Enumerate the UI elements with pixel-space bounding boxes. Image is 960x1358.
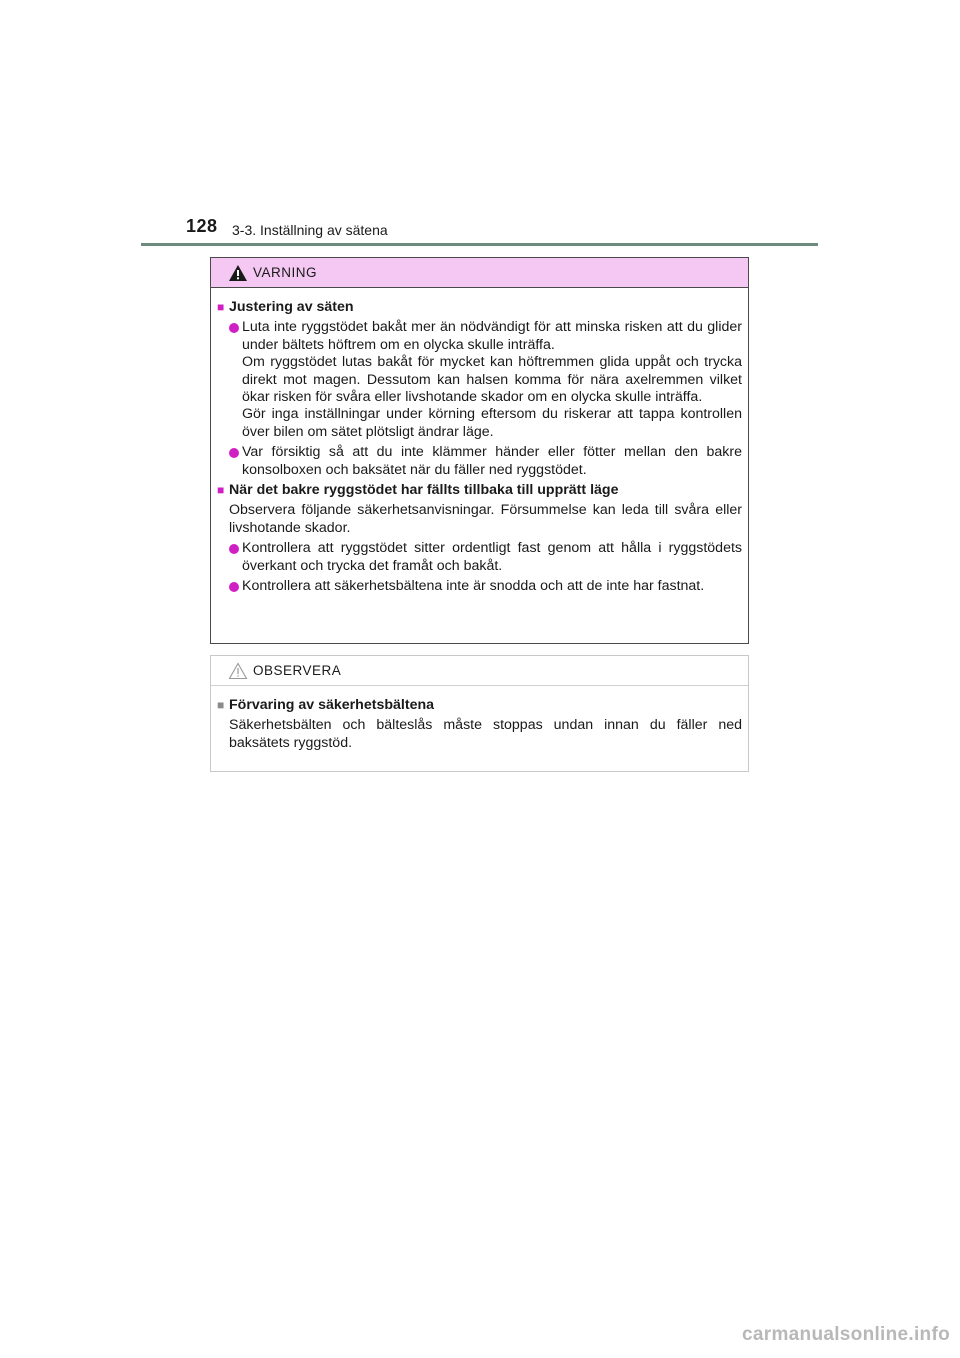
square-bullet-icon: ■ — [217, 698, 225, 712]
round-bullet-icon — [229, 448, 239, 458]
notice-box — [210, 655, 749, 772]
caution-triangle-outline-icon — [228, 662, 248, 680]
header-divider — [141, 243, 818, 246]
notice-header — [211, 656, 748, 686]
warning-header — [211, 258, 748, 288]
notice-label: OBSERVERA — [253, 663, 342, 678]
round-bullet-icon — [229, 582, 239, 592]
warning-intro: Observera följande säkerhetsanvisningar. Försummelse kan leda till svåra eller livshotande skador. — [229, 502, 742, 536]
square-bullet-icon: ■ — [217, 300, 225, 314]
warning-bullet: Var försiktig så att du inte klämmer händer eller fötter mellan den bakre konsolboxen och baksätet när du fäller ned ryggstödet. — [217, 444, 742, 479]
warning-section-heading: ■ När det bakre ryggstödet har fällts tillbaka till upprätt läge — [217, 482, 619, 499]
notice-heading: ■ Förvaring av säkerhetsbältena — [217, 697, 435, 713]
warning-triangle-icon — [228, 264, 248, 282]
notice-text: Säkerhetsbälten och bälteslås måste stoppas undan innan du fäller ned baksätets ryggstöd. — [229, 717, 742, 751]
round-bullet-icon — [229, 323, 239, 333]
warning-section-heading: ■ Justering av säten — [217, 299, 354, 315]
warning-bullet: Luta inte ryggstödet bakåt mer än nödvändigt för att minska risken att du glider under bältets höftrem om en olycka skulle inträffa. Om ryggstödet lutas bakåt för mycket kan höftremmen glida uppåt och trycka direkt mot magen. Dessutom kan halsen komma för nära axelremmen vilket ökar risken för svåra eller livshotande skador om en olycka skulle inträffa. Gör inga inställningar under körning eftersom du riskerar att tappa kontrollen över bilen om sätet plötsligt ändrar läge. — [217, 319, 742, 441]
square-bullet-icon: ■ — [217, 483, 225, 498]
round-bullet-icon — [229, 544, 239, 554]
watermark: carmanualsonline.info — [742, 1324, 950, 1345]
page-number: 128 — [186, 216, 218, 236]
warning-bullet: Kontrollera att säkerhetsbältena inte är snodda och att de inte har fastnat. — [217, 578, 742, 595]
warning-bullet: Kontrollera att ryggstödet sitter ordentligt fast genom att hålla i ryggstödets överkant och trycka det framåt och bakåt. — [217, 540, 742, 575]
warning-label: VARNING — [253, 265, 318, 280]
section-title: 3-3. Inställning av sätena — [232, 222, 388, 238]
warning-box — [210, 257, 749, 644]
